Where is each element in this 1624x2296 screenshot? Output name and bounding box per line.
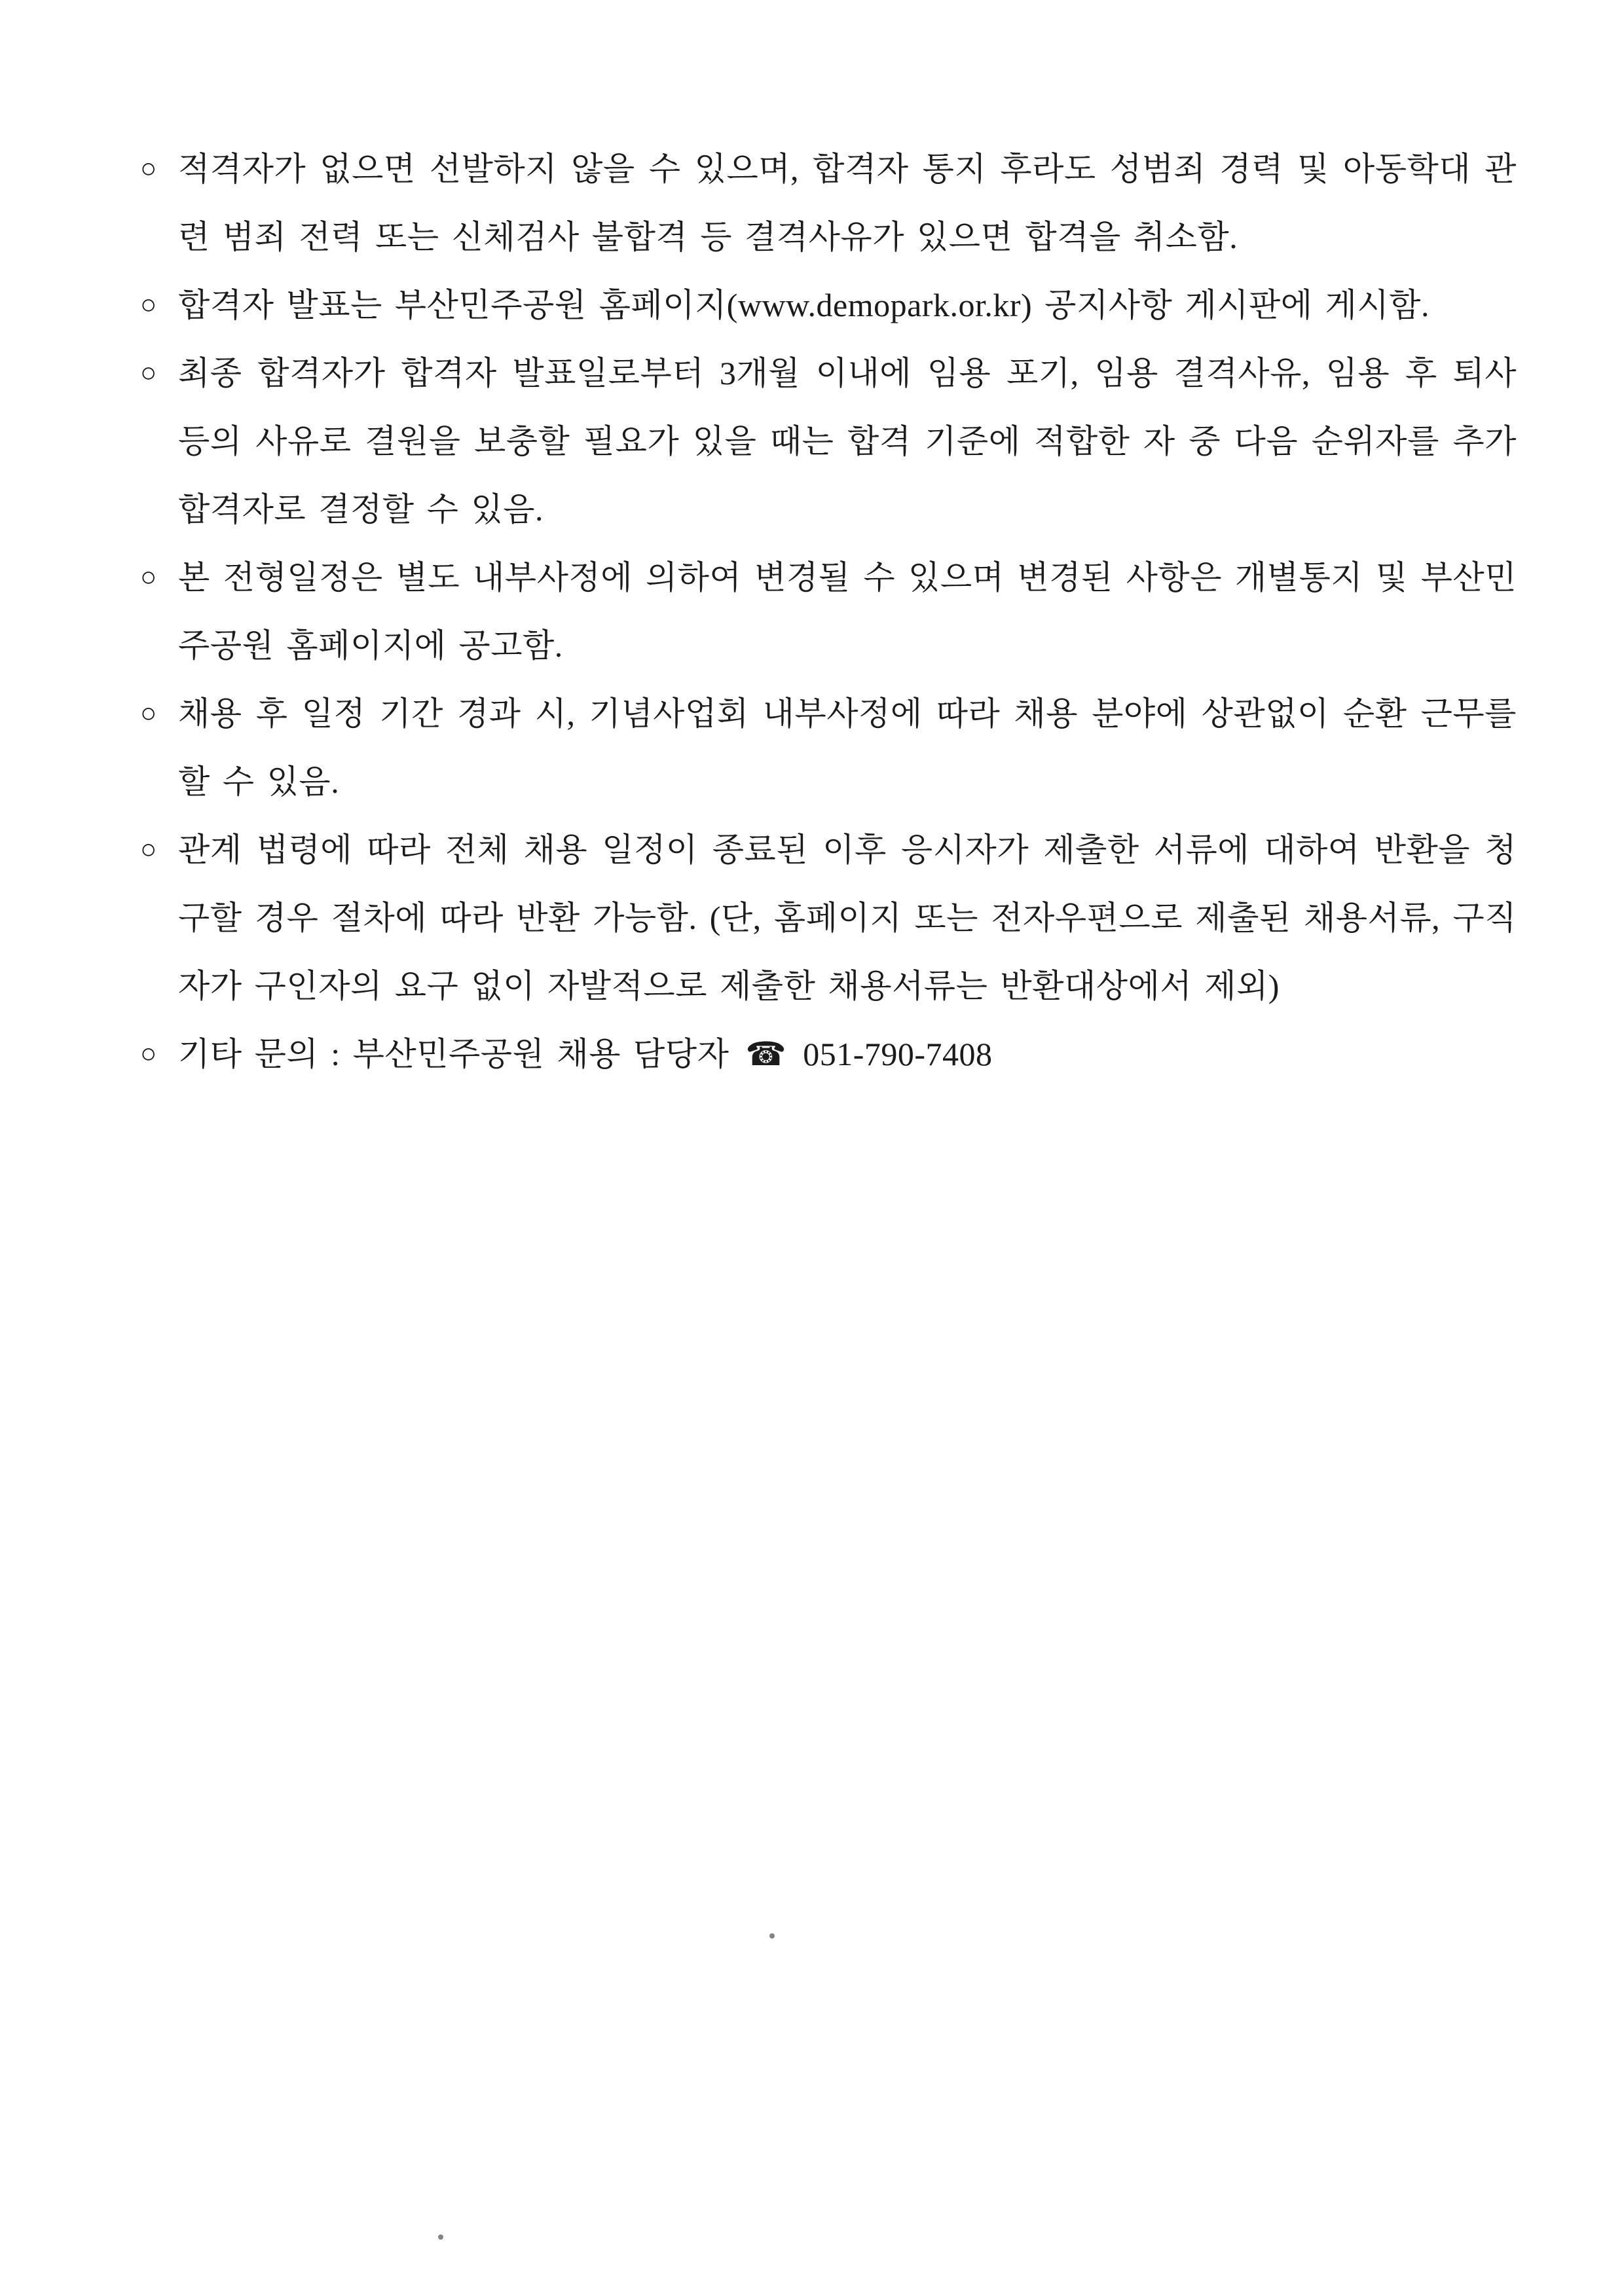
phone-icon: ☎	[745, 1036, 787, 1072]
bullet-item	[140, 1020, 1517, 1088]
bullet-item	[140, 339, 1517, 543]
bullet-text: 최종 합격자가 합격자 발표일로부터 3개월 이내에 임용 포기, 임용 결격사유, 임용 후 퇴사 등의 사유로 결원을 보충할 필요가 있을 때는 합격 기준에 적합한 자 중 다음 순위자를 추가 합격자로 결정할 수 있음.	[178, 355, 1517, 528]
bullet-item	[140, 543, 1517, 680]
bullet-circle-icon: ○	[140, 562, 157, 592]
bullet-circle-icon: ○	[140, 290, 157, 320]
bullet-text: 합격자 발표는 부산민주공원 홈페이지(www.demopark.or.kr) 공지사항 게시판에 게시함.	[178, 287, 1430, 323]
bullet-circle-icon: ○	[140, 699, 157, 729]
scan-speck	[438, 2234, 443, 2240]
contact-label: 기타 문의 : 부산민주공원 채용 담당자	[178, 1036, 729, 1072]
bullet-text: 관계 법령에 따라 전체 채용 일정이 종료된 이후 응시자가 제출한 서류에 대하여 반환을 청구할 경우 절차에 따라 반환 가능함. (단, 홈페이지 또는 전자우편으로 제출된 채용서류, 구직자가 구인자의 요구 없이 자발적으로 제출한 채용서류는 반환대상에서 제외)	[178, 831, 1517, 1004]
scan-speck	[769, 1933, 775, 1939]
bullet-text: 적격자가 없으면 선발하지 않을 수 있으며, 합격자 통지 후라도 성범죄 경력 및 아동학대 관련 범죄 전력 또는 신체검사 불합격 등 결격사유가 있으면 합격을 취소함.	[178, 151, 1517, 255]
bullet-text	[178, 1020, 1517, 1088]
bullet-item	[140, 680, 1517, 816]
bullet-circle-icon: ○	[140, 358, 157, 388]
bullet-circle-icon: ○	[140, 154, 157, 184]
bullet-text: 채용 후 일정 기간 경과 시, 기념사업회 내부사정에 따라 채용 분야에 상관없이 순환 근무를 할 수 있음.	[178, 695, 1517, 800]
bullet-circle-icon: ○	[140, 835, 157, 865]
bullet-list	[140, 135, 1517, 1088]
bullet-text: 본 전형일정은 별도 내부사정에 의하여 변경될 수 있으며 변경된 사항은 개별통지 및 부산민주공원 홈페이지에 공고함.	[178, 559, 1517, 664]
bullet-circle-icon: ○	[140, 1039, 157, 1069]
bullet-item	[140, 816, 1517, 1020]
phone-number: 051-790-7408	[803, 1036, 993, 1072]
bullet-item	[140, 135, 1517, 271]
bullet-item	[140, 271, 1517, 339]
